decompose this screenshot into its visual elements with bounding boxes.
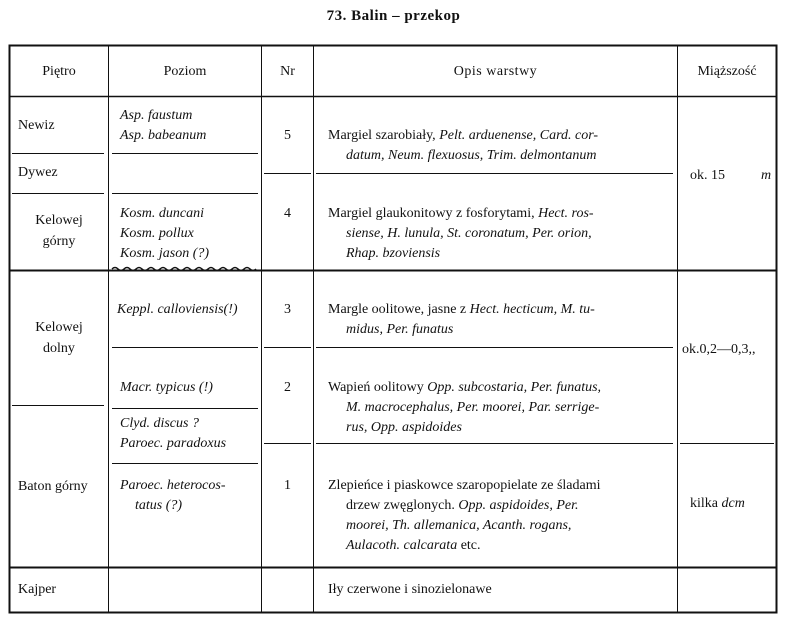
zone-asp-faustum: Asp. faustum (120, 108, 193, 123)
zone-kosm-jason: Kosm. jason (?) (120, 246, 210, 261)
stage-kajper: Kajper (18, 582, 57, 597)
description-layer-1-line4: Aulacoth. calcarata etc. (346, 538, 481, 553)
thickness-middle-value: ok.0,2—0,3,, (682, 342, 756, 357)
description-layer-2-line2: M. macrocephalus, Per. moorei, Par. serrige- (346, 400, 600, 415)
description-layer-3-line1: Margle oolitowe, jasne z Hect. hecticum, M. tu- (328, 302, 595, 317)
header-miazszosc: Miąższość (697, 64, 757, 79)
header-opis: Opis warstwy (453, 64, 538, 79)
description-layer-5-line1: Margiel szarobiały, Pelt. arduenense, Card. cor- (328, 128, 599, 143)
description-layer-2-line1: Wapień oolitowy Opp. subcostaria, Per. funatus, (328, 380, 602, 395)
stage-newiz: Newiz (18, 118, 55, 133)
zone-paroec-paradoxus: Paroec. paradoxus (120, 436, 227, 451)
thickness-lower-value: kilka dcm (690, 496, 745, 511)
header-nr: Nr (280, 64, 295, 79)
layer-number-5: 5 (284, 128, 291, 143)
thickness-upper-value: ok. 15 (690, 168, 725, 183)
zone-asp-babeanum: Asp. babeanum (120, 128, 207, 143)
stage-kelowej-dolny-line2: dolny (43, 341, 75, 356)
description-layer-4-line1: Margiel glaukonitowy z fosforytami, Hect. ros- (328, 206, 594, 221)
description-layer-2-line3: rus, Opp. aspidoides (346, 420, 462, 435)
zone-macr-typicus: Macr. typicus (!) (120, 380, 213, 395)
description-layer-4-line3: Rhap. bzoviensis (346, 246, 441, 261)
zone-kosm-pollux: Kosm. pollux (120, 226, 194, 241)
page-title: 73. Balin – przekop (326, 8, 461, 24)
stage-dywez: Dywez (18, 165, 58, 180)
header-poziom: Poziom (163, 64, 207, 79)
layer-number-3: 3 (284, 302, 291, 317)
zone-keppl-calloviensis: Keppl. calloviensis(!) (117, 302, 238, 317)
description-layer-1-line2: drzew zwęglonych. Opp. aspidoides, Per. (346, 498, 579, 513)
thickness-upper-unit: m (761, 168, 772, 183)
stage-baton-gorny: Baton górny (18, 479, 88, 494)
header-pietro: Piętro (42, 64, 76, 79)
layer-number-2: 2 (284, 380, 291, 395)
stage-kelowej-dolny-line1: Kelowej (35, 320, 83, 335)
description-layer-5-line2: datum, Neum. flexuosus, Trim. delmontanum (346, 148, 597, 163)
stage-kelowej-gorny-line1: Kelowej (35, 213, 83, 228)
zone-paroec-heterocostatus-line1: Paroec. heterocos- (120, 478, 226, 493)
description-layer-4-line2: siense, H. lunula, St. coronatum, Per. orion, (346, 226, 592, 241)
description-layer-3-line2: midus, Per. funatus (346, 322, 454, 337)
description-layer-1-line3: moorei, Th. allemanica, Acanth. rogans, (346, 518, 572, 533)
layer-number-4: 4 (284, 206, 291, 221)
description-layer-1-line1: Zlepieńce i piaskowce szaropopielate ze śladami (328, 478, 601, 493)
stage-kelowej-gorny-line2: górny (42, 234, 76, 249)
zone-paroec-heterocostatus-line2: tatus (?) (135, 498, 183, 513)
layer-number-1: 1 (284, 478, 291, 493)
description-kajper: Iły czerwone i sinozielonawe (328, 582, 492, 597)
zone-clyd-discus: Clyd. discus ? (120, 416, 199, 431)
zone-kosm-duncani: Kosm. duncani (120, 206, 204, 221)
